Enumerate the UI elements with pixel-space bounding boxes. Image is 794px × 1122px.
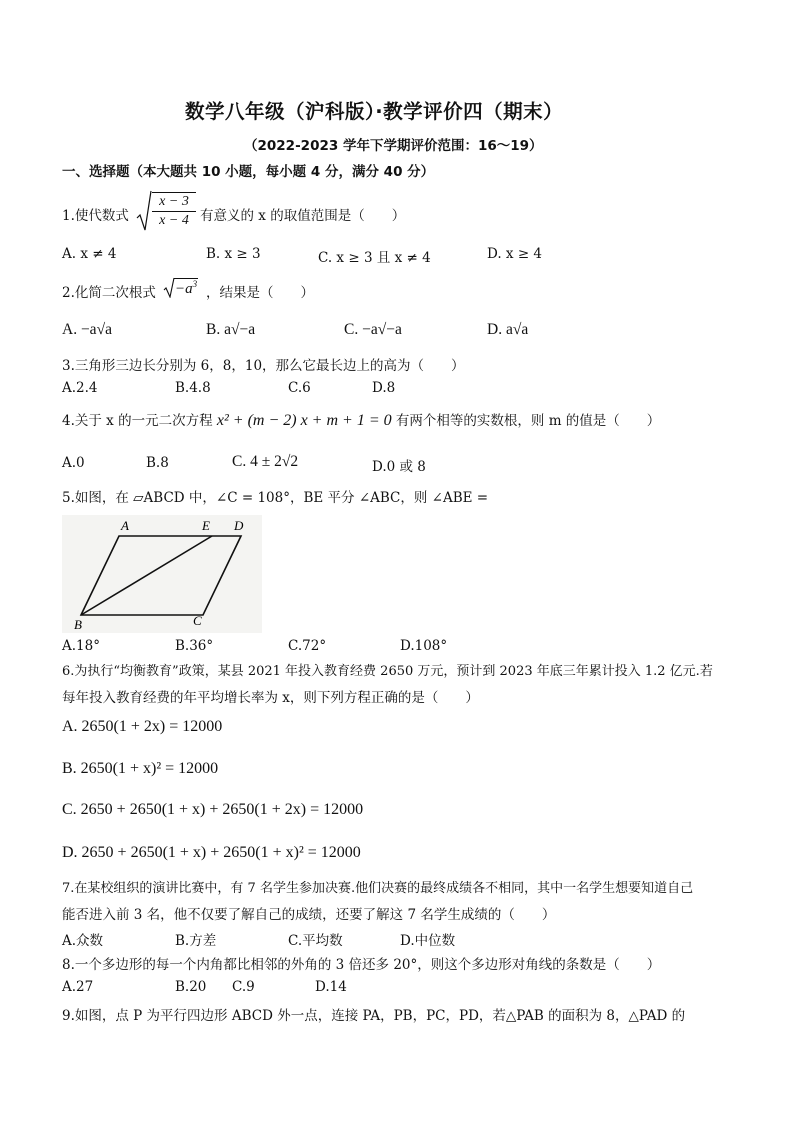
- label-e: E: [202, 518, 210, 533]
- q1-radical-sign: [136, 190, 152, 234]
- q8-option-d: D.14: [315, 979, 347, 995]
- q8-option-b: B.20: [175, 979, 207, 995]
- question-5: 5.如图，在 ▱ABCD 中，∠C = 108°，BE 平分 ∠ABC，则 ∠ABE =: [62, 490, 489, 506]
- q4-text-a: 4.关于 x 的一元二次方程: [62, 413, 213, 429]
- label-c: C: [193, 613, 202, 628]
- question-3: 3.三角形三边长分别为 6，8，10，那么它最长边上的高为（ ）: [62, 358, 465, 374]
- q5-option-a: A.18°: [62, 638, 100, 654]
- q1-prefix: 1.使代数式: [62, 208, 129, 224]
- q7-option-d: D.中位数: [400, 933, 456, 949]
- q5-option-b: B.36°: [175, 638, 214, 654]
- q1-denominator: x − 4: [159, 213, 189, 228]
- q6-option-d: D. 2650 + 2650(1 + x) + 2650(1 + x)² = 12000: [62, 844, 361, 861]
- q1-numerator: x − 3: [152, 193, 196, 212]
- q2-option-c: C. −a√−a: [344, 321, 402, 338]
- q1-option-a: A. x ≠ 4: [62, 246, 117, 262]
- question-9: 9.如图，点 P 为平行四边形 ABCD 外一点，连接 PA，PB，PC，PD，若△PAB 的面积为 8，△PAD 的: [62, 1008, 686, 1024]
- q7-option-c: C.平均数: [288, 933, 343, 949]
- question-8: 8.一个多边形的每一个内角都比相邻的外角的 3 倍还多 20°，则这个多边形对角线的条数是（ ）: [62, 957, 661, 973]
- q2-option-d: D. a√a: [487, 321, 529, 338]
- q1-option-c: C. x ≥ 3 且 x ≠ 4: [318, 250, 431, 266]
- label-a: A: [121, 518, 129, 533]
- q1-option-b: B. x ≥ 3: [206, 246, 261, 262]
- q4-option-d: D.0 或 8: [372, 459, 426, 475]
- q3-option-c: C.6: [288, 380, 311, 396]
- q6-option-c: C. 2650 + 2650(1 + x) + 2650(1 + 2x) = 12000: [62, 801, 364, 818]
- q8-option-c: C.9: [232, 979, 255, 995]
- q3-option-d: D.8: [372, 380, 396, 396]
- q2-radicand: −a: [175, 281, 193, 297]
- question-6-line-2: 每年投入教育经费的年平均增长率为 x，则下列方程正确的是（ ）: [62, 690, 479, 706]
- q2-radicand-box: [174, 278, 198, 298]
- q1-option-d: D. x ≥ 4: [487, 246, 543, 262]
- q1-suffix: 有意义的 x 的取值范围是（ ）: [200, 208, 406, 224]
- q2-prefix: 2.化简二次根式: [62, 285, 156, 301]
- q2-exponent: 3: [192, 279, 198, 289]
- q3-option-a: A.2.4: [62, 380, 98, 396]
- page-subtitle: （2022-2023 学年下学期评价范围：16～19）: [244, 138, 543, 154]
- q5-option-d: D.108°: [400, 638, 448, 654]
- label-b: B: [74, 617, 82, 632]
- q6-option-b: B. 2650(1 + x)² = 12000: [62, 760, 219, 777]
- q5-parallelogram-figure: [62, 515, 262, 633]
- label-d: D: [234, 518, 244, 533]
- q5-option-c: C.72°: [288, 638, 327, 654]
- q7-option-a: A.众数: [62, 933, 104, 949]
- q2-option-a: A. −a√a: [62, 321, 112, 338]
- section-heading: 一、选择题（本大题共 10 小题，每小题 4 分，满分 40 分）: [62, 164, 435, 180]
- q4-equation: x² + (m − 2) x + m + 1 = 0: [216, 412, 392, 429]
- question-4: [62, 409, 660, 430]
- q7-option-b: B.方差: [175, 933, 217, 949]
- q4-text-b: 有两个相等的实数根，则 m 的值是（ ）: [395, 413, 661, 429]
- question-7-line-1: 7.在某校组织的演讲比赛中，有 7 名学生参加决赛.他们决赛的最终成绩各不相同，其中一名学生想要知道自己: [62, 881, 694, 896]
- question-7-line-2: 能否进入前 3 名，他不仅要了解自己的成绩，还要了解这 7 名学生成绩的（ ）: [62, 907, 556, 923]
- q3-option-b: B.4.8: [175, 380, 211, 396]
- q2-option-b: B. a√−a: [206, 321, 256, 338]
- q4-option-b: B.8: [146, 455, 169, 471]
- question-6-line-1: 6.为执行“均衡教育”政策，某县 2021 年投入教育经费 2650 万元，预计到 2023 年底三年累计投入 1.2 亿元.若: [62, 664, 713, 679]
- q4-option-c: C. 4 ± 2√2: [232, 453, 299, 470]
- q1-fraction: [152, 192, 196, 230]
- q4-option-a: A.0: [62, 455, 85, 471]
- page-title: 数学八年级（沪科版）·教学评价四（期末）: [185, 100, 564, 123]
- q8-option-a: A.27: [62, 979, 94, 995]
- q6-option-a: A. 2650(1 + 2x) = 12000: [62, 718, 223, 735]
- q2-suffix: ，结果是（ ）: [206, 285, 314, 301]
